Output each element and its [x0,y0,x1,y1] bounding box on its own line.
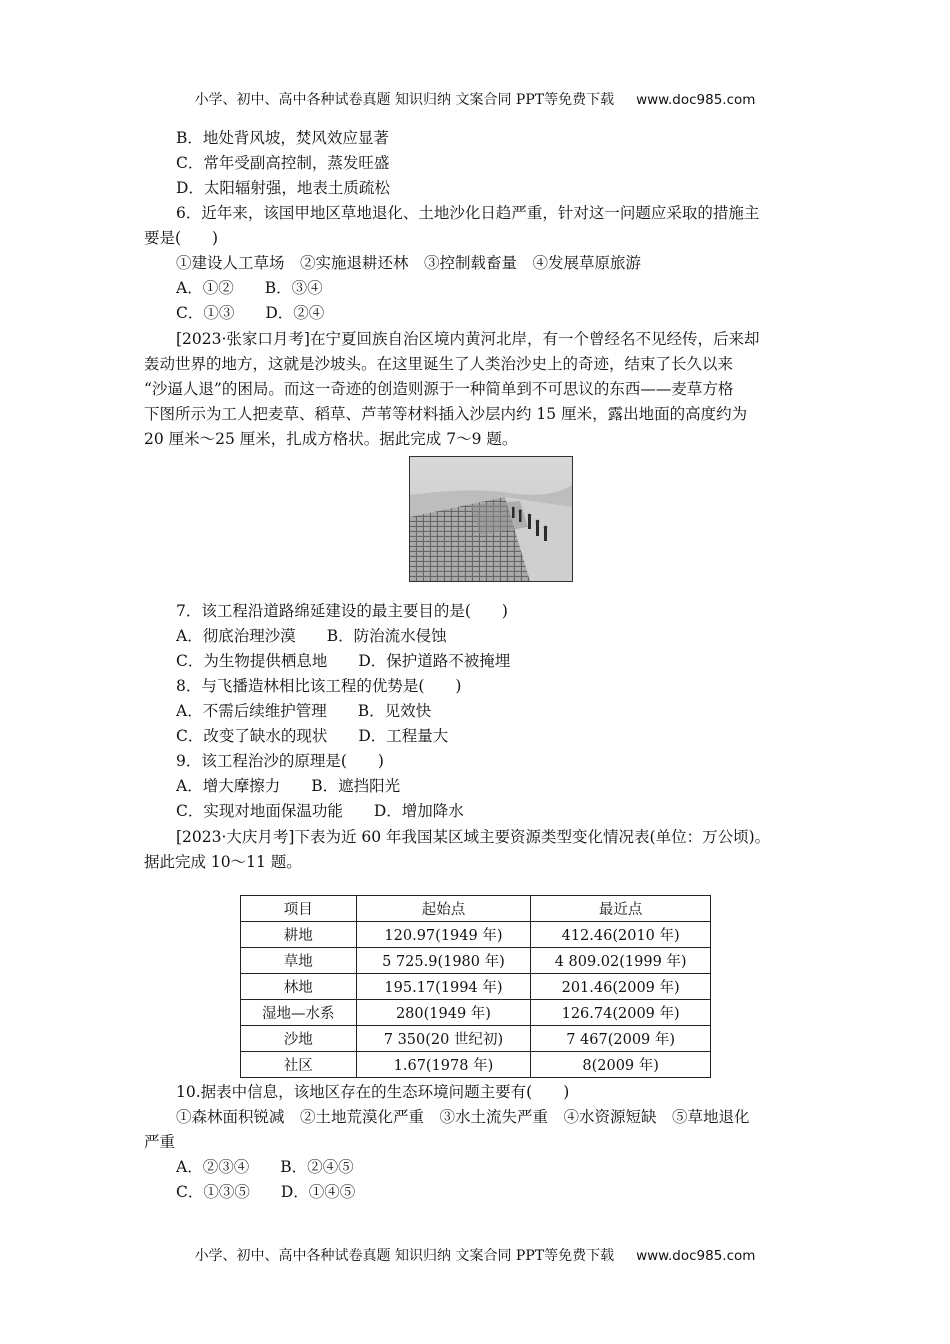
q10-items-line2: 严重 [144,1133,176,1151]
q6-items: ①建设人工草场 ②实施退耕还林 ③控制载畜量 ④发展草原旅游 [176,254,642,272]
q8-stem: 8．与飞播造林相比该工程的优势是( ) [176,677,462,695]
table-cell: 201.46(2009 年) [531,974,711,1000]
q6-stem-line1: 6．近年来，该国甲地区草地退化、土地沙化日趋严重，针对这一问题应采取的措施主 [176,204,760,222]
passage2-line1: [2023·大庆月考]下表为近 60 年我国某区域主要资源类型变化情况表(单位：万公顷)。 [176,828,771,846]
header-text: 小学、初中、高中各种试卷真题 知识归纳 文案合同 PPT等免费下载 [194,92,615,108]
q5-option-c: C．常年受副高控制，蒸发旺盛 [176,154,390,172]
footer-site-link[interactable]: www.doc985.com [636,1248,756,1264]
passage1-line4: 下图所示为工人把麦草、稻草、芦苇等材料插入沙层内约 15 厘米，露出地面的高度约为 [144,405,748,423]
q8-options-ab: A．不需后续维护管理 B．见效快 [176,702,432,720]
q5-option-d: D．太阳辐射强，地表土质疏松 [176,179,390,197]
table-row [241,974,711,1000]
q9-options-ab: A．增大摩擦力 B．遮挡阳光 [176,777,401,795]
table-row [241,1026,711,1052]
table-cell: 7 350(20 世纪初) [356,1026,531,1052]
table-cell: 280(1949 年) [356,1000,531,1026]
passage1-line1: [2023·张家口月考]在宁夏回族自治区境内黄河北岸，有一个曾经名不见经传，后来却 [176,330,760,348]
table-cell: 195.17(1994 年) [356,974,531,1000]
header-site-link[interactable]: www.doc985.com [636,92,756,108]
table-cell: 120.97(1949 年) [356,922,531,948]
table-row [241,948,711,974]
passage1-line5: 20 厘米～25 厘米，扎成方格状。据此完成 7～9 题。 [144,430,518,448]
passage1-line2: 轰动世界的地方，这就是沙坡头。在这里诞生了人类治沙史上的奇迹，结束了长久以来 [144,355,734,373]
table-row [241,1000,711,1026]
page-footer [0,1245,950,1265]
q7-options-cd: C．为生物提供栖息地 D．保护道路不被掩埋 [176,652,511,670]
straw-checkerboard-photo [409,456,573,582]
table-cell: 126.74(2009 年) [531,1000,711,1026]
q5-option-b: B．地处背风坡，焚风效应显著 [176,129,389,147]
table-cell: 8(2009 年) [531,1052,711,1078]
table-row [241,922,711,948]
table-cell: 耕地 [241,922,357,948]
q6-options-cd: C．①③ D．②④ [176,304,325,322]
q8-options-cd: C．改变了缺水的现状 D．工程量大 [176,727,449,745]
passage1-line3: “沙逼人退”的困局。而这一奇迹的创造则源于一种简单到不可思议的东西——麦草方格 [144,380,734,398]
table-cell: 5 725.9(1980 年) [356,948,531,974]
table-header-cell: 最近点 [531,896,711,922]
table-cell: 林地 [241,974,357,1000]
table-cell: 4 809.02(1999 年) [531,948,711,974]
q9-options-cd: C．实现对地面保温功能 D．增加降水 [176,802,464,820]
q10-stem: 10.据表中信息，该地区存在的生态环境问题主要有( ) [176,1083,570,1101]
table-row [241,1052,711,1078]
table-cell: 沙地 [241,1026,357,1052]
passage2-line2: 据此完成 10～11 题。 [144,853,302,871]
table-header-cell: 项目 [241,896,357,922]
table-header-cell: 起始点 [356,896,531,922]
q6-stem-line2: 要是( ) [144,229,219,247]
q6-options-ab: A．①② B．③④ [176,279,323,297]
q10-items-line1: ①森林面积锐减 ②土地荒漠化严重 ③水土流失严重 ④水资源短缺 ⑤草地退化 [176,1108,750,1126]
q9-stem: 9．该工程治沙的原理是( ) [176,752,384,770]
q7-options-ab: A．彻底治理沙漠 B．防治流水侵蚀 [176,627,447,645]
q10-options-cd: C．①③⑤ D．①④⑤ [176,1183,356,1201]
table-cell: 湿地—水系 [241,1000,357,1026]
page-header [0,89,950,109]
table-header-row [241,896,711,922]
q7-stem: 7．该工程沿道路绵延建设的最主要目的是( ) [176,602,508,620]
table-cell: 社区 [241,1052,357,1078]
resource-change-table [240,895,711,1078]
table-cell: 7 467(2009 年) [531,1026,711,1052]
footer-text: 小学、初中、高中各种试卷真题 知识归纳 文案合同 PPT等免费下载 [194,1248,615,1264]
q10-options-ab: A．②③④ B．②④⑤ [176,1158,354,1176]
table-cell: 草地 [241,948,357,974]
table-cell: 412.46(2010 年) [531,922,711,948]
table-cell: 1.67(1978 年) [356,1052,531,1078]
